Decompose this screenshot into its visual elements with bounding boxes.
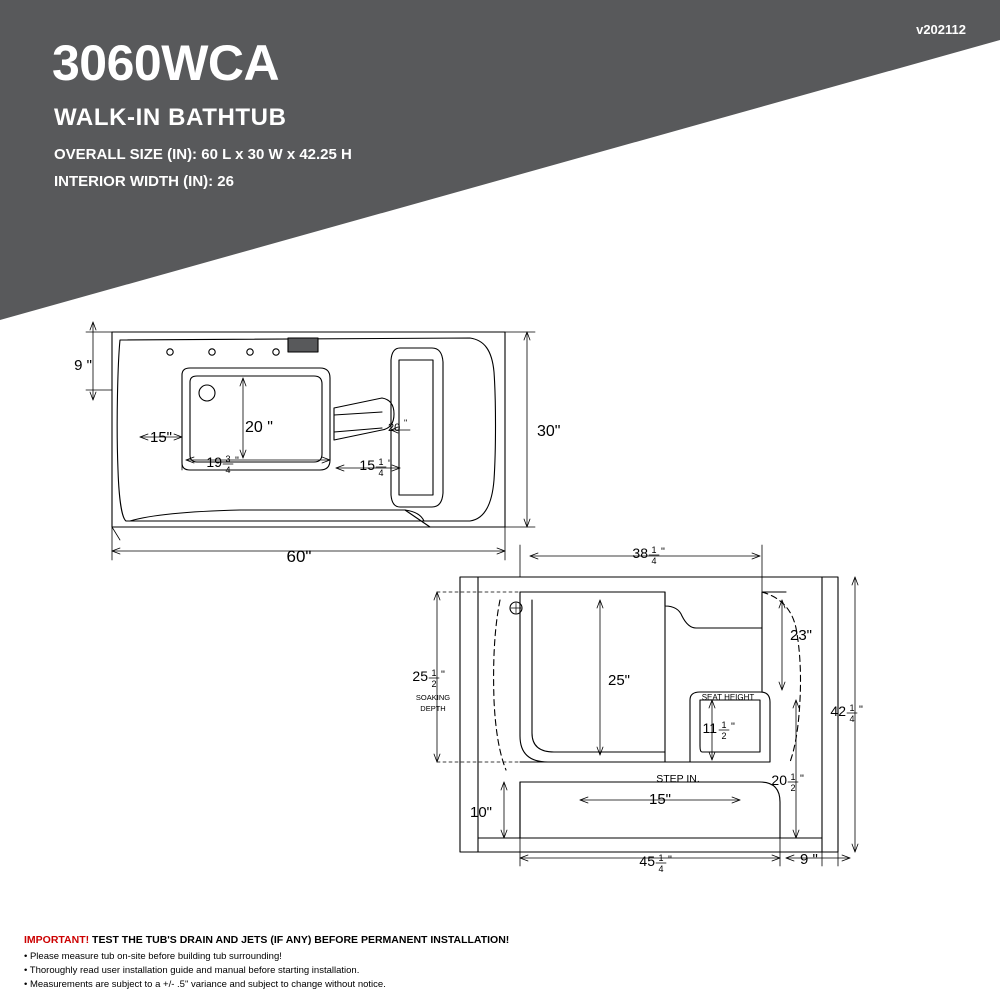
footer-important-line <box>24 934 884 946</box>
dim-step-in-height: 20 <box>771 772 787 788</box>
dim-soak-depth-unit: " <box>441 669 445 681</box>
important-text: TEST THE TUB'S DRAIN AND JETS (IF ANY) BEFORE PERMANENT INSTALLATION! <box>89 934 510 946</box>
dim-base-width-num: 1 <box>658 853 664 863</box>
dim-base-width: 45 <box>639 853 655 869</box>
dim-inner-height: 25" <box>608 672 631 689</box>
important-label: IMPORTANT! <box>24 934 90 946</box>
soak-label-1: SOAKING <box>415 693 451 702</box>
dim-top-left-offset: 9 " <box>74 357 92 374</box>
dim-drain-side-unit: " <box>404 418 408 428</box>
dim-left-inner: 15" <box>149 429 173 446</box>
dim-overall-height-unit: " <box>859 704 863 716</box>
dim-step-in-den: 2 <box>790 783 796 793</box>
dim-step-in-unit: " <box>800 773 804 785</box>
seat-height-label: SEAT HEIGHT <box>701 693 755 702</box>
dim-soak-depth: 25 <box>412 668 428 684</box>
side-view-labels <box>412 545 863 874</box>
dim-seat-width: 20 " <box>245 419 273 436</box>
dim-overall-height-den: 4 <box>849 714 855 724</box>
dim-inner-length-num: 3 <box>225 454 231 464</box>
footer-notes <box>24 934 884 991</box>
dim-door-span-den: 4 <box>378 468 384 478</box>
footer-note-1: • Please measure tub on-site before building tub surrounding! <box>24 951 282 962</box>
dim-overall-height-num: 1 <box>849 703 855 713</box>
interior-width: INTERIOR WIDTH (IN): 26 <box>54 173 234 190</box>
product-type: WALK-IN BATHTUB <box>54 104 287 131</box>
dim-inner-length-unit: " <box>235 455 239 467</box>
dim-seat-height-den: 2 <box>721 731 727 741</box>
dim-length: 60" <box>286 547 312 566</box>
footer-note-2: • Thoroughly read user installation guide and manual before starting installation. <box>24 964 360 976</box>
dim-threshold: 10" <box>469 804 492 821</box>
side-view-dimensions <box>434 545 858 866</box>
side-view-outline <box>460 577 838 852</box>
version-code: v202112 <box>916 22 966 37</box>
dim-inner-length: 19 <box>206 454 222 470</box>
dim-top-span-den: 4 <box>651 556 657 566</box>
dim-soak-depth-den: 2 <box>431 679 437 689</box>
step-in-label: STEP IN. <box>656 773 700 785</box>
dim-width: 30" <box>537 423 561 440</box>
dim-seat-height: 11 <box>702 720 717 736</box>
footer-note-3: • Measurements are subject to a +/- .5" variance and subject to change without notice. <box>24 978 386 990</box>
dim-drain-side: 20 <box>388 422 401 434</box>
dim-top-span-unit: " <box>661 546 665 558</box>
dim-overall-height: 42 <box>830 703 846 719</box>
dim-door-span-num: 1 <box>378 457 384 467</box>
dim-inner-length-den: 4 <box>225 465 231 475</box>
dim-base-width-unit: " <box>668 854 672 866</box>
dim-base-width-den: 4 <box>658 864 664 874</box>
dim-soak-depth-num: 1 <box>431 668 437 678</box>
dim-back-height: 23" <box>790 627 813 644</box>
dim-rear-width: 9 " <box>800 851 818 868</box>
dim-seat-height-num: 1 <box>721 720 727 730</box>
dim-top-span-num: 1 <box>651 545 657 555</box>
dim-door-width: 15" <box>648 791 672 808</box>
dim-door-span: 15 <box>359 457 375 473</box>
dim-seat-height-unit: " <box>731 721 735 733</box>
dim-door-span-unit: " <box>388 458 392 470</box>
model-code: 3060WCA <box>52 35 280 91</box>
dim-top-span: 38 <box>632 545 648 561</box>
overall-size: OVERALL SIZE (IN): 60 L x 30 W x 42.25 H <box>54 146 352 163</box>
dim-step-in-num: 1 <box>790 772 796 782</box>
soak-label-2: DEPTH <box>420 704 446 713</box>
